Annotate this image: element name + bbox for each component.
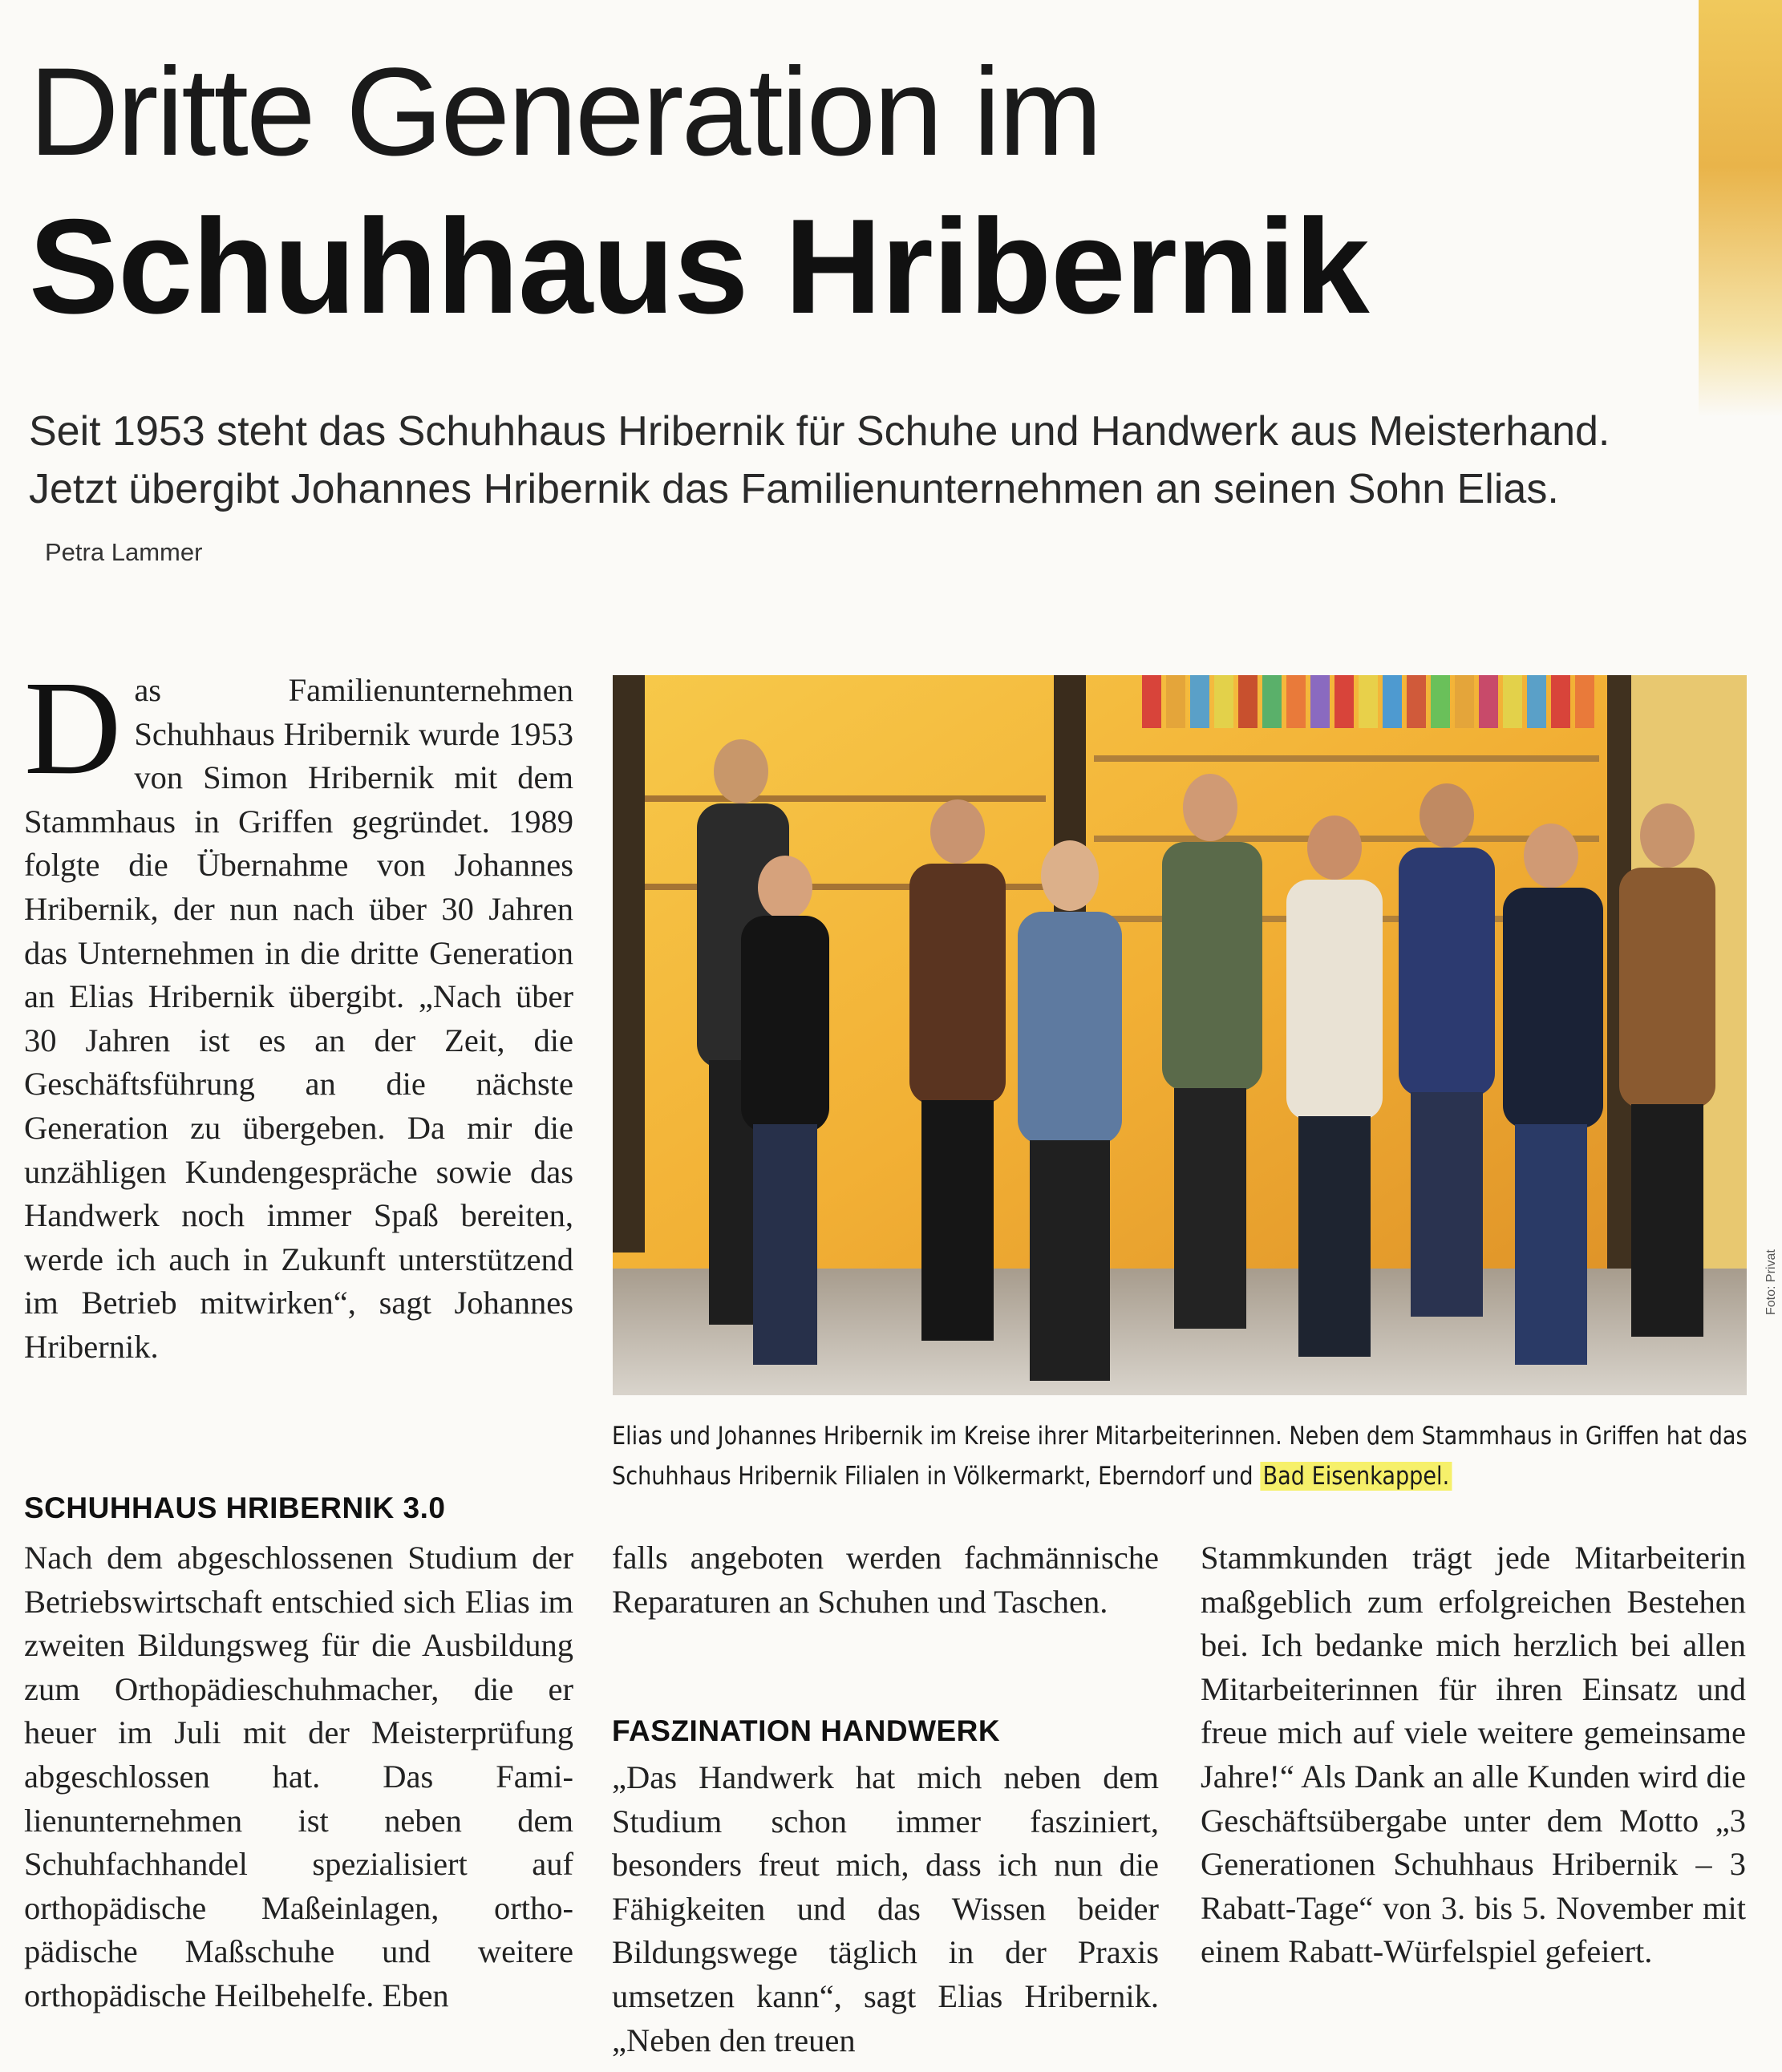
section1-text: Nach dem abgeschlossenen Studium der Betriebswirtschaft entschied sich Elias im zweiten Bildungsweg für die Ausbildung zum Orthopädieschuhmacher, die er heuer im Juli mit der Meisterprüfung abgeschlossen hat. Das Familienunternehmen ist neben dem Schuhfachhandel spezialisiert auf orthopädische Maßeinlagen, orthopädische Maßschuhe und weitere orthopädische Heilbehelfe. Eben: [24, 1540, 573, 2013]
caption-text: Elias und Johannes Hribernik im Kreise ihrer Mitarbeiterinnen. Neben dem Stammhaus in Griffen hat das Schuhhaus Hribernik Filialen in Völkermarkt, Eberndorf und: [612, 1422, 1748, 1491]
intro-paragraph: [24, 654, 573, 1370]
photo-illustration: [613, 675, 1747, 1395]
section-heading-faszination-handwerk: FASZINATION HANDWERK: [612, 1714, 1001, 1747]
staff-group-photo: [613, 675, 1747, 1395]
caption-highlight: Bad Eisenkappel.: [1260, 1462, 1452, 1491]
section2-text: „Das Handwerk hat mich neben dem Studium schon immer fasziniert, besonders freut mich, dass ich nun die Fähigkeiten und das Wissen beider Bildungswege täglich in der Praxis umsetzen kann“, sagt Elias Hribernik. „Neben den treuen: [612, 1759, 1159, 2058]
drop-cap: D: [24, 654, 122, 803]
author-byline: Petra Lammer: [45, 538, 203, 566]
section2-continued: Stammkunden trägt jede Mitarbeiterin maßgeblich zum erfolgreichen Bestehen bei. Ich bedanke mich herzlich bei allen Mitarbeiterinnen für ihren Einsatz und freue mich auf viele weitere gemeinsame Jahre!“ Als Dank an alle Kunden wird die Geschäftsübergabe unter dem Motto „3 Generationen Schuhhaus Hribernik – 3 Rabatt-Tage“ von 3. bis 5. November mit einem Rabatt-Würfelspiel gefeiert.: [1201, 1540, 1746, 1970]
column-2: [612, 1536, 1159, 1624]
headline-line-1: Dritte Generation im: [29, 42, 1100, 182]
photo-credit: Foto: Privat: [1764, 1249, 1778, 1315]
section-heading-schuhhaus-3-0: SCHUHHAUS HRIBERNIK 3.0: [24, 1491, 446, 1524]
intro-text: as Familienunternehmen Schuhhaus Hribernik wurde 1953 von Simon Hribernik mit dem Stammhaus in Griffen gegründet. 1989 folgte die Übernahme von Johannes Hribernik, der nun nach über 30 Jahren das Unternehmen in die dritte Generation an Elias Hribernik übergibt. „Nach über 30 Jahren ist es an der Zeit, die Geschäftsführung an die nächste Generation zu übergeben. Da mir die unzähligen Kundengespräche sowie das Handwerk noch immer Spaß bereiten, werde ich auch in Zukunft unterstützend im Betrieb mitwirken“, sagt Johannes Hribernik.: [24, 672, 573, 1365]
headline-line-2: Schuhhaus Hribernik: [29, 191, 1369, 342]
photo-caption: [612, 1416, 1750, 1496]
lead-paragraph: [29, 403, 1633, 581]
adjacent-page-edge: [1699, 0, 1782, 417]
section1-continued: falls angeboten werden fachmännische Reparaturen an Schuhen und Taschen.: [612, 1540, 1159, 1620]
lead-text: Seit 1953 steht das Schuhhaus Hribernik für Schuhe und Handwerk aus Meisterhand. Jetzt übergibt Johannes Hribernik das Familienunternehmen an seinen Sohn Elias.: [29, 408, 1610, 512]
